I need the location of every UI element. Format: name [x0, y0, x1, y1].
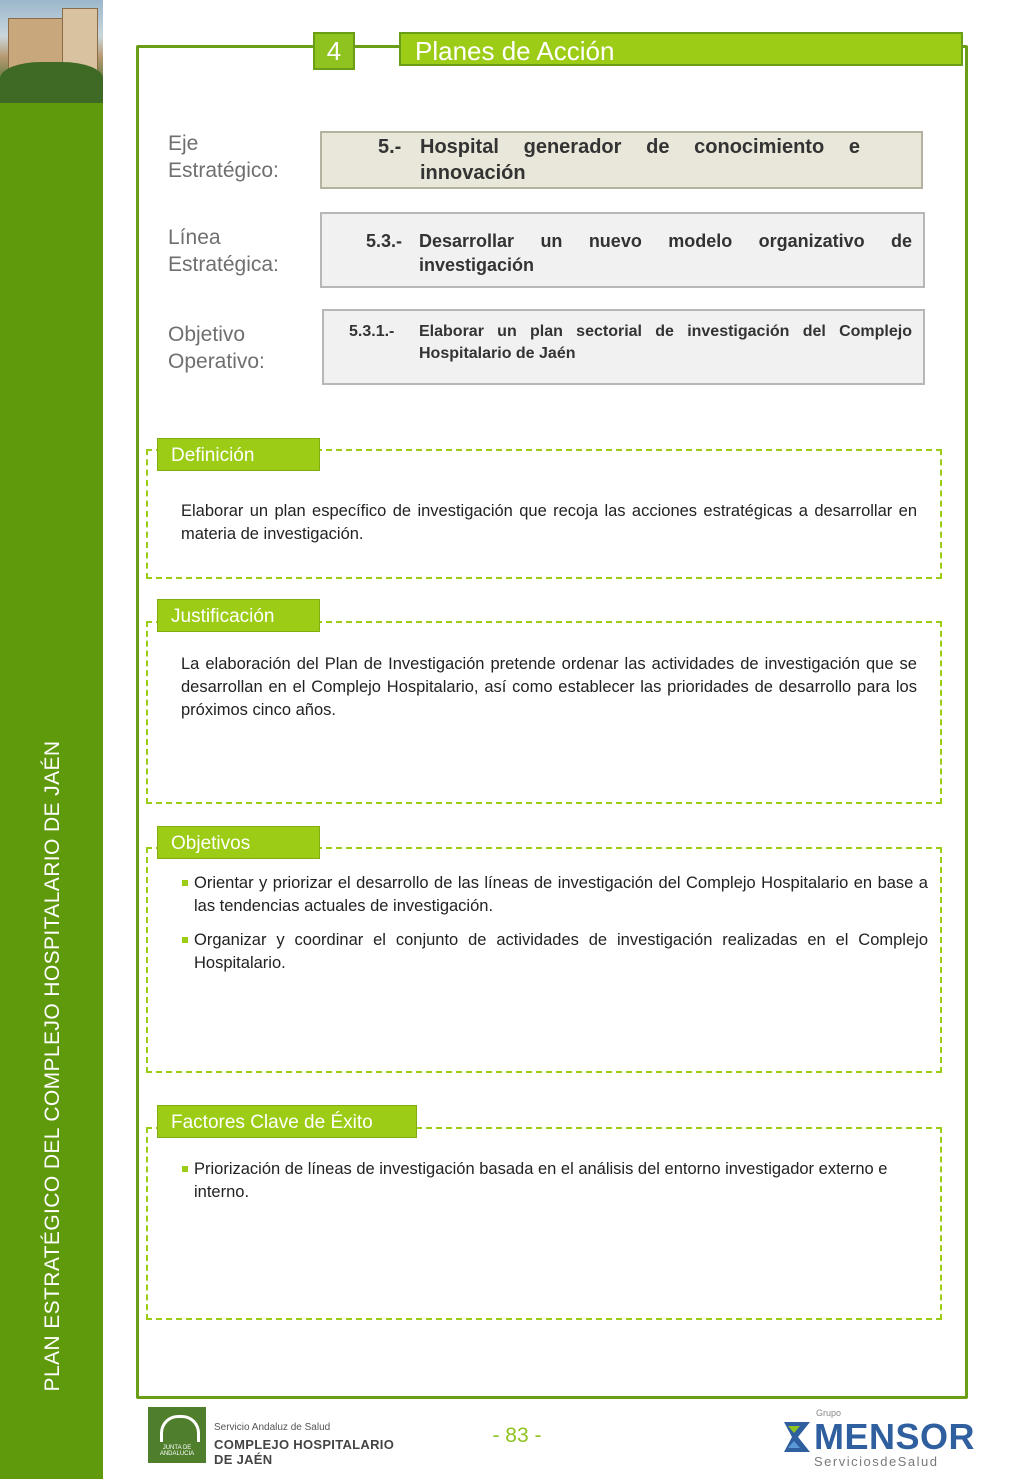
objetivo-label: Objetivo Operativo: [168, 323, 265, 373]
trees-shape [0, 62, 103, 103]
junta-emblem-icon: JUNTA DE ANDALUCIA [148, 1407, 206, 1463]
eje-box [320, 131, 923, 189]
objetivo-box [322, 309, 925, 385]
definicion-title: Definición [157, 438, 320, 471]
justificacion-text: La elaboración del Plan de Investigación pretende ordenar las actividades de investigación que se desarrollan en el Complejo Hospitalario, así como establecer las prioridades de desarrollo para los próximos cinco años. [181, 655, 917, 719]
hospital-name: COMPLEJO HOSPITALARIO DE JAÉN [214, 1437, 395, 1467]
bullet-square-icon [182, 880, 188, 886]
objetivo-text: Elaborar un plan sectorial de investigación del Complejo Hospitalario de Jaén [419, 323, 912, 362]
eje-label: Eje Estratégico: [168, 132, 279, 182]
vertical-document-title: PLAN ESTRATÉGICO DEL COMPLEJO HOSPITALARIO DE JAÉN [41, 740, 64, 1392]
linea-label: Línea Estratégica: [168, 226, 279, 276]
linea-box [320, 212, 925, 288]
factores-item: Priorización de líneas de investigación basada en el análisis del entorno investigador externo e interno. [182, 1158, 902, 1204]
objetivos-item: Orientar y priorizar el desarrollo de las líneas de investigación del Complejo Hospitalario en base a las tendencias actuales de investigación. [182, 872, 928, 918]
bullet-square-icon [182, 937, 188, 943]
objetivos-title: Objetivos [157, 826, 320, 859]
mensor-logo: Grupo MENSOR ServiciosdeSalud [782, 1408, 962, 1470]
factores-section [146, 1127, 942, 1320]
eje-code: 5.- [378, 136, 402, 158]
sas-name: Servicio Andaluz de Salud [214, 1422, 331, 1433]
page-number: - 83 - [492, 1424, 542, 1447]
section-number: 4 [313, 32, 355, 70]
eje-text: Hospital generador de conocimiento e innovación [420, 136, 860, 184]
definicion-text: Elaborar un plan específico de investigación que recoja las acciones estratégicas a desarrollar en materia de investigación. [181, 502, 917, 543]
objetivos-item: Organizar y coordinar el conjunto de actividades de investigación realizadas en el Complejo Hospitalario. [182, 929, 928, 975]
mensor-mark-icon [782, 1420, 812, 1454]
bullet-square-icon [182, 1166, 188, 1172]
junta-andalucia-logo [148, 1407, 398, 1467]
linea-text: Desarrollar un nuevo modelo organizativo de investigación [419, 231, 912, 275]
factores-title: Factores Clave de Éxito [157, 1105, 417, 1138]
section-title: Planes de Acción [399, 32, 963, 66]
sidebar [0, 0, 103, 1479]
objetivo-code: 5.3.1.- [349, 323, 395, 340]
hospital-photo [0, 0, 103, 103]
justificacion-title: Justificación [157, 599, 320, 632]
linea-code: 5.3.- [366, 231, 403, 251]
